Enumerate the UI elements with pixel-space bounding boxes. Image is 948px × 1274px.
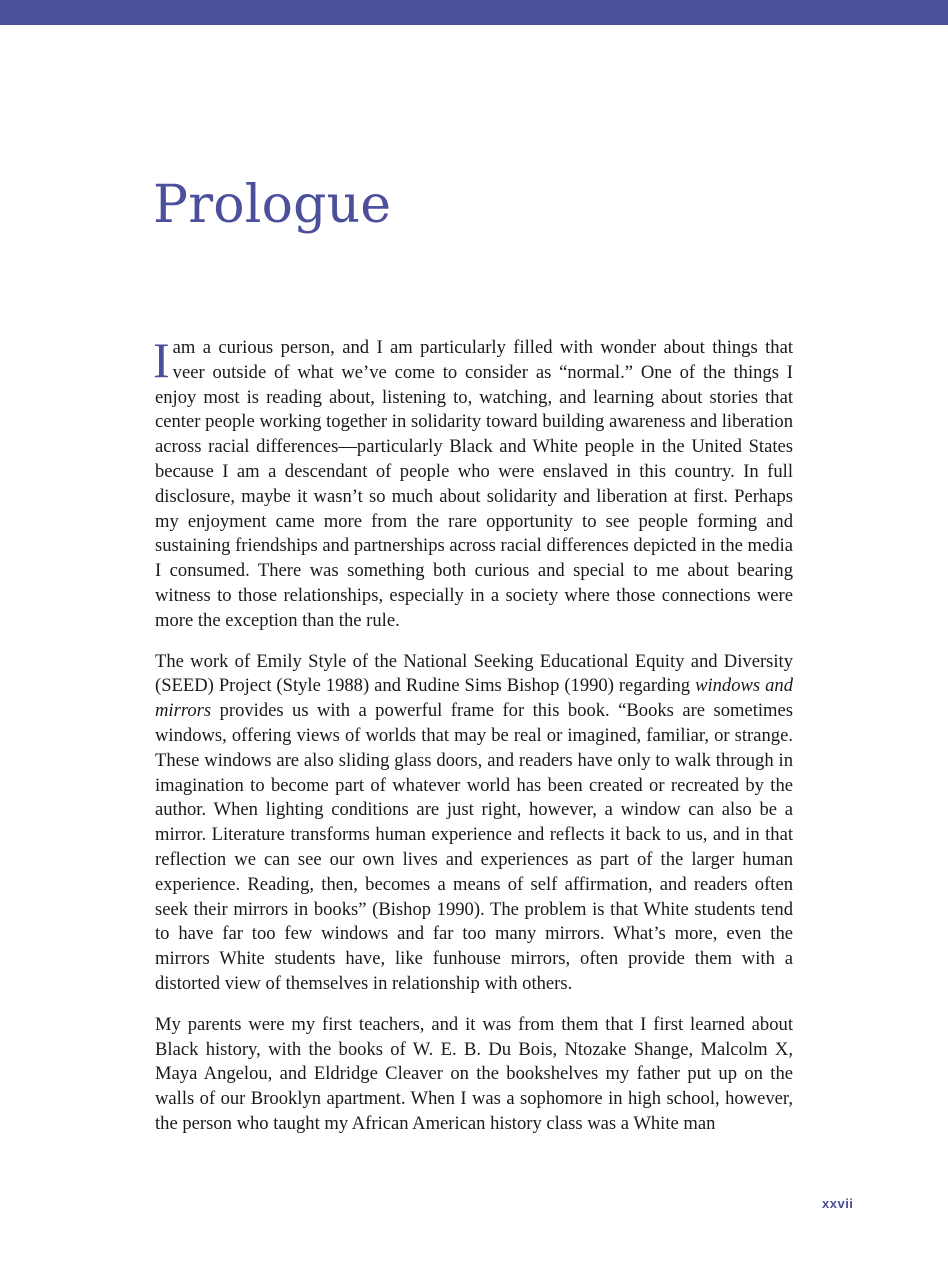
drop-cap: I: [153, 332, 170, 388]
paragraph-text: My parents were my first teachers, and it was from them that I first learned about Black history, with the books of W. E. B. Du Bois, Ntozake Shange, Malcolm X, Maya Angelou, and Eldridge Cleaver on the bookshelves my father put up on the walls of our Brooklyn apartment. When I was a sophomore in high school, however, the person who taught my African American history class was a White man: [155, 1013, 793, 1134]
top-color-bar: [0, 0, 948, 25]
page-number: xxvii: [822, 1196, 854, 1211]
paragraph-2: [155, 650, 793, 997]
italic-phrase: windows and mirrors: [155, 675, 793, 722]
paragraph-1: [153, 332, 793, 634]
chapter-title: Prologue: [153, 175, 392, 235]
paragraph-text: am a curious person, and I am particularly filled with wonder about things that veer outside of what we’ve come to consider as “normal.” One of the things I enjoy most is reading about, listening to, watching, and learning about stories that center people working together in solidarity toward building awareness and liberation across racial differences—particularly Black and White people in the United States because I am a descendant of people who were enslaved in this country. In full disclosure, maybe it wasn’t so much about solidarity and liberation at first. Perhaps my enjoyment came more from the rare opportunity to see people forming and sustaining friendships and partnerships across racial differences depicted in the media I consumed. There was something both curious and special to me about bearing witness to those relationships, especially in a society where those connections were more the exception than the rule.: [155, 337, 793, 631]
paragraph-3: [155, 1013, 793, 1137]
paragraph-text: provides us with a powerful frame for this book. “Books are sometimes windows, offering views of worlds that may be real or imagined, familiar, or strange. These windows are also sliding glass doors, and readers have only to walk through in imagination to become part of whatever world has been created or recreated by the author. When lighting conditions are just right, however, a window can also be a mirror. Literature transforms human experience and reflects it back to us, and in that reflection we can see our own lives and experiences as part of the larger human experience. Reading, then, becomes a means of self affirmation, and readers often seek their mirrors in books” (Bishop 1990). The problem is that White students tend to have far too few windows and far too many mirrors. What’s more, even the mirrors White students have, like funhouse mirrors, often provide them with a distorted view of themselves in relationship with others.: [155, 700, 793, 994]
paragraph-text: The work of Emily Style of the National Seeking Educational Equity and Diversity (SEED) Project (Style 1988) and Rudine Sims Bishop (1990) regarding: [155, 650, 793, 697]
body-text: [153, 332, 793, 1153]
